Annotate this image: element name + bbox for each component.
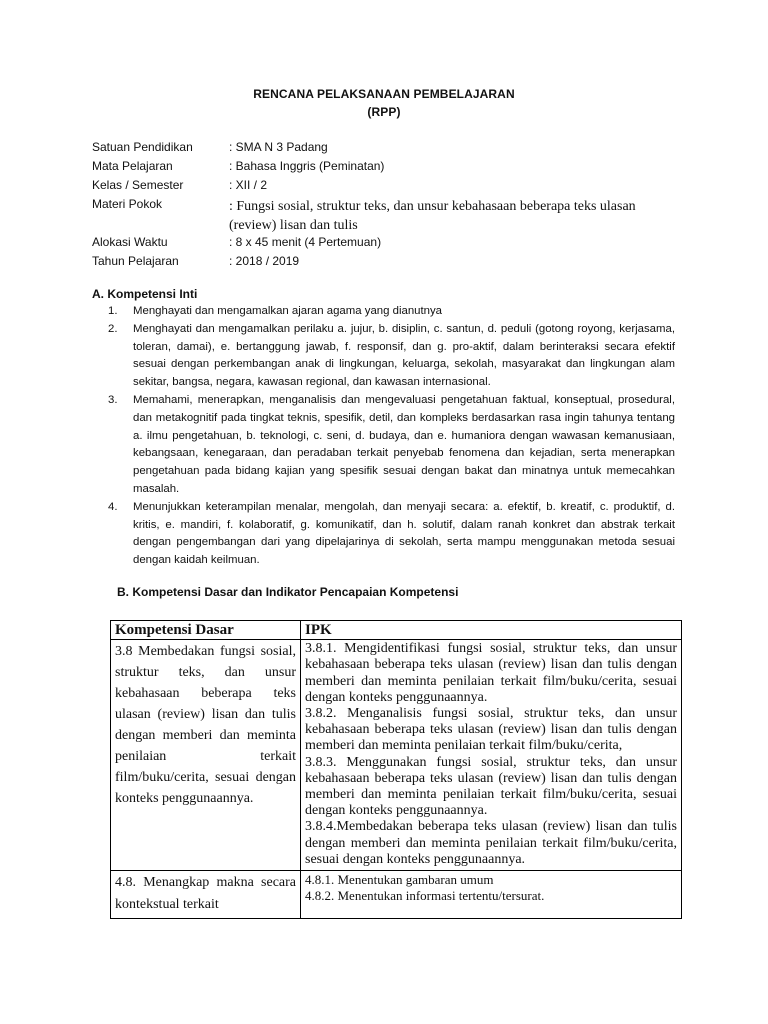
kd-text: 3.8 Membedakan fungsi sosial, struktur teks, dan unsur kebahasaan beberapa teks ulasan (review) lisan dan tulis dengan memberi dan meminta penilaian terkait film/buku/cerita, sesuai dengan konteks penggunaannya. [115, 644, 296, 807]
list-item [108, 303, 675, 321]
kd-text: 4.8. Menangkap makna secara kontekstual terkait [115, 875, 296, 913]
list-text: Menunjukkan keterampilan menalar, mengolah, dan menyaji secara: a. efektif, b. kreatif, c. produktif, d. kritis, e. mandiri, f. kolaboratif, g. komunikatif, dan h. solutif, dalam ranah konkret dan abstrak terkait dengan pengembangan dari yang dipelajarinya di sekolah, serta mampu menggunakan metoda sesuai dengan kaidah keilmuan. [133, 500, 675, 567]
ipk-cell [301, 640, 682, 871]
list-item [108, 499, 675, 570]
section-a-heading: A. Kompetensi Inti [92, 287, 198, 301]
ipk-cell [301, 871, 682, 919]
list-text: Menghayati dan mengamalkan ajaran agama yang dianutnya [133, 305, 443, 317]
identity-value: : 8 x 45 menit (4 Pertemuan) [229, 235, 382, 249]
section-b-heading: B. Kompetensi Dasar dan Indikator Pencapaian Kompetensi [117, 585, 459, 599]
identity-row-mapel [92, 159, 669, 178]
kd-cell [111, 871, 301, 919]
identity-row-materi [92, 197, 669, 235]
list-number: 2. [108, 322, 118, 335]
ipk-item: 4.8.1. Menentukan gambaran umum [305, 872, 494, 888]
identity-label: Alokasi Waktu [92, 235, 168, 249]
list-item [108, 321, 675, 392]
identity-value: : SMA N 3 Padang [229, 140, 328, 154]
list-number: 1. [108, 305, 118, 317]
ipk-item: 3.8.2. Menganalisis fungsi sosial, struktur teks, dan unsur kebahasaan beberapa teks ulasan (review) lisan dan tulis dengan memberi dan meminta penilaian terkait film/buku/cerita, [305, 706, 677, 754]
identity-row-tahun [92, 254, 669, 273]
identity-row-satuan [92, 140, 669, 159]
identity-value: : Fungsi sosial, struktur teks, dan unsur kebahasaan beberapa teks ulasan (review) lisan dan tulis [229, 199, 636, 233]
kd-cell [111, 640, 301, 871]
identity-label: Kelas / Semester [92, 178, 184, 192]
identity-row-alokasi [92, 235, 669, 254]
table-header-row [111, 621, 682, 640]
identity-value: : Bahasa Inggris (Peminatan) [229, 159, 385, 173]
document-subtitle: (RPP) [367, 105, 401, 119]
identity-value: : XII / 2 [229, 178, 268, 192]
identity-label: Tahun Pelajaran [92, 254, 179, 268]
identity-row-kelas [92, 178, 669, 197]
table-row [111, 640, 682, 871]
identity-label: Mata Pelajaran [92, 159, 173, 173]
identity-value: : 2018 / 2019 [229, 254, 300, 268]
list-number: 4. [108, 500, 118, 513]
list-text: Menghayati dan mengamalkan perilaku a. jujur, b. disiplin, c. santun, d. peduli (gotong royong, kerjasama, toleran, damai), e. bertanggung jawab, f. responsif, dan g. pro-aktif, dalam berinteraksi secara efektif sesuai dengan perkembangan anak di lingkungan, keluarga, sekolah, masyarakat dan lingkungan alam sekitar, bangsa, negara, kawasan regional, dan kawasan internasional. [133, 322, 675, 389]
kompetensi-inti-list [108, 303, 675, 570]
kompetensi-table [110, 620, 682, 919]
list-item [108, 392, 675, 499]
ipk-item: 3.8.1. Mengidentifikasi fungsi sosial, struktur teks, dan unsur kebahasaan beberapa teks ulasan (review) lisan dan tulis dengan memberi dan meminta penilaian terkait film/buku/cerita, sesuai dengan konteks penggunaannya. [305, 641, 677, 705]
document-title: RENCANA PELAKSANAAN PEMBELAJARAN [253, 87, 515, 101]
table-header-kd: Kompetensi Dasar [111, 621, 301, 640]
ipk-item: 4.8.2. Menentukan informasi tertentu/tersurat. [305, 888, 545, 904]
table-row [111, 871, 682, 919]
ipk-item: 3.8.4.Membedakan beberapa teks ulasan (review) lisan dan tulis dengan memberi dan meminta penilaian terkait film/buku/cerita, sesuai dengan konteks penggunaannya. [305, 819, 677, 867]
list-number: 3. [108, 393, 118, 406]
list-text: Memahami, menerapkan, menganalisis dan mengevaluasi pengetahuan faktual, konseptual, prosedural, dan metakognitif pada tingkat teknis, spesifik, detil, dan kompleks berdasarkan rasa ingin tahunya tentang a. ilmu pengetahuan, b. teknologi, c. seni, d. budaya, dan e. humaniora dengan wawasan kemanusiaan, kebangsaan, kenegaraan, dan peradaban terkait penyebab fenomena dan kejadian, serta menerapkan pengetahuan pada bidang kajian yang spesifik sesuai dengan bakat dan minatnya untuk memecahkan masalah. [133, 393, 675, 495]
identity-label: Materi Pokok [92, 197, 163, 211]
ipk-item: 3.8.3. Menggunakan fungsi sosial, struktur teks, dan unsur kebahasaan beberapa teks ulasan (review) lisan dan tulis dengan memberi dan meminta penilaian terkait film/buku/cerita, sesuai dengan konteks penggunaannya. [305, 754, 677, 819]
identity-label: Satuan Pendidikan [92, 140, 193, 154]
table-header-ipk: IPK [301, 621, 682, 640]
identity-block [92, 140, 669, 273]
